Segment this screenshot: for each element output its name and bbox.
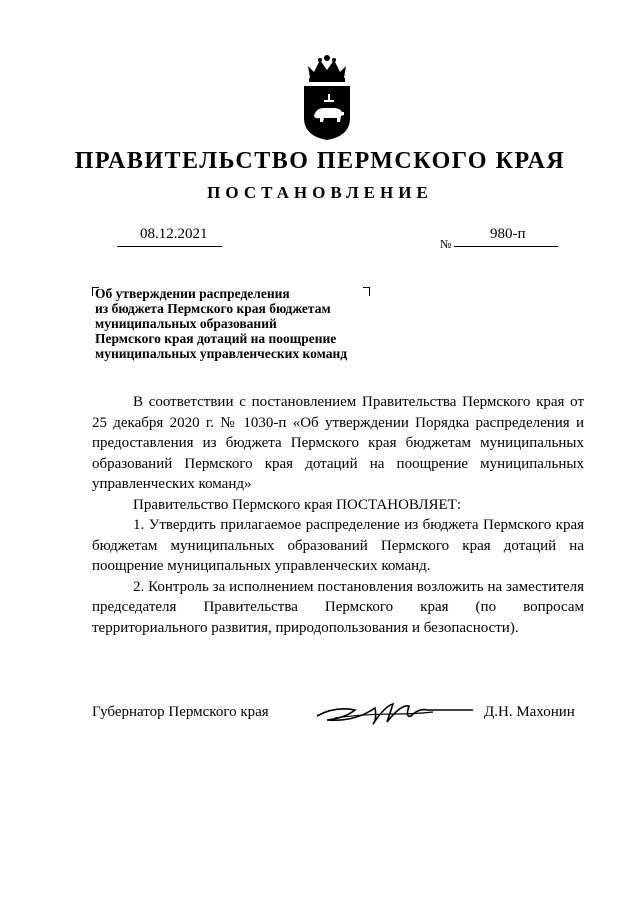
body-paragraph: Правительство Пермского края ПОСТАНОВЛЯЕТ: xyxy=(133,496,462,513)
date-underline xyxy=(117,246,222,247)
body-paragraph: 2. Контроль за исполнением постановления возложить на заместителя председателя Правительства Пермского края (по вопросам территориального развития, природопользования и безопасности). xyxy=(92,578,584,636)
document-type: ПОСТАНОВЛЕНИЕ xyxy=(207,183,433,202)
subject-line: муниципальных управленческих команд xyxy=(95,346,348,361)
subject-line: из бюджета Пермского края бюджетам xyxy=(95,301,331,316)
subject-line: муниципальных образований xyxy=(95,316,277,331)
document-number: 980-п xyxy=(490,226,526,242)
number-sign: № xyxy=(440,237,452,251)
signer-name: Д.Н. Махонин xyxy=(484,704,575,720)
subject-line: Пермского края дотаций на поощрение xyxy=(95,331,337,346)
coat-of-arms-icon xyxy=(300,52,354,142)
handwritten-signature xyxy=(315,696,475,728)
document-body xyxy=(92,392,584,638)
government-title: ПРАВИТЕЛЬСТВО ПЕРМСКОГО КРАЯ xyxy=(74,148,566,174)
body-paragraph: 1. Утвердить прилагаемое распределение из бюджета Пермского края бюджетам муниципальных образований Пермского края дотаций на поощрение муниципальных управленческих команд. xyxy=(92,517,584,574)
subject-heading xyxy=(95,286,385,361)
number-underline xyxy=(454,246,558,247)
subject-line: Об утверждении распределения xyxy=(95,286,290,301)
document-date: 08.12.2021 xyxy=(140,226,208,242)
signer-title: Губернатор Пермского края xyxy=(92,704,269,720)
body-paragraph: В соответствии с постановлением Правительства Пермского края от 25 декабря 2020 г. № 1030-п «Об утверждении Порядка распределения и предоставления из бюджета Пермского края бюджетам муниципальных образований Пермского края дотаций на поощрение муниципальных управленческих команд» xyxy=(92,394,584,492)
